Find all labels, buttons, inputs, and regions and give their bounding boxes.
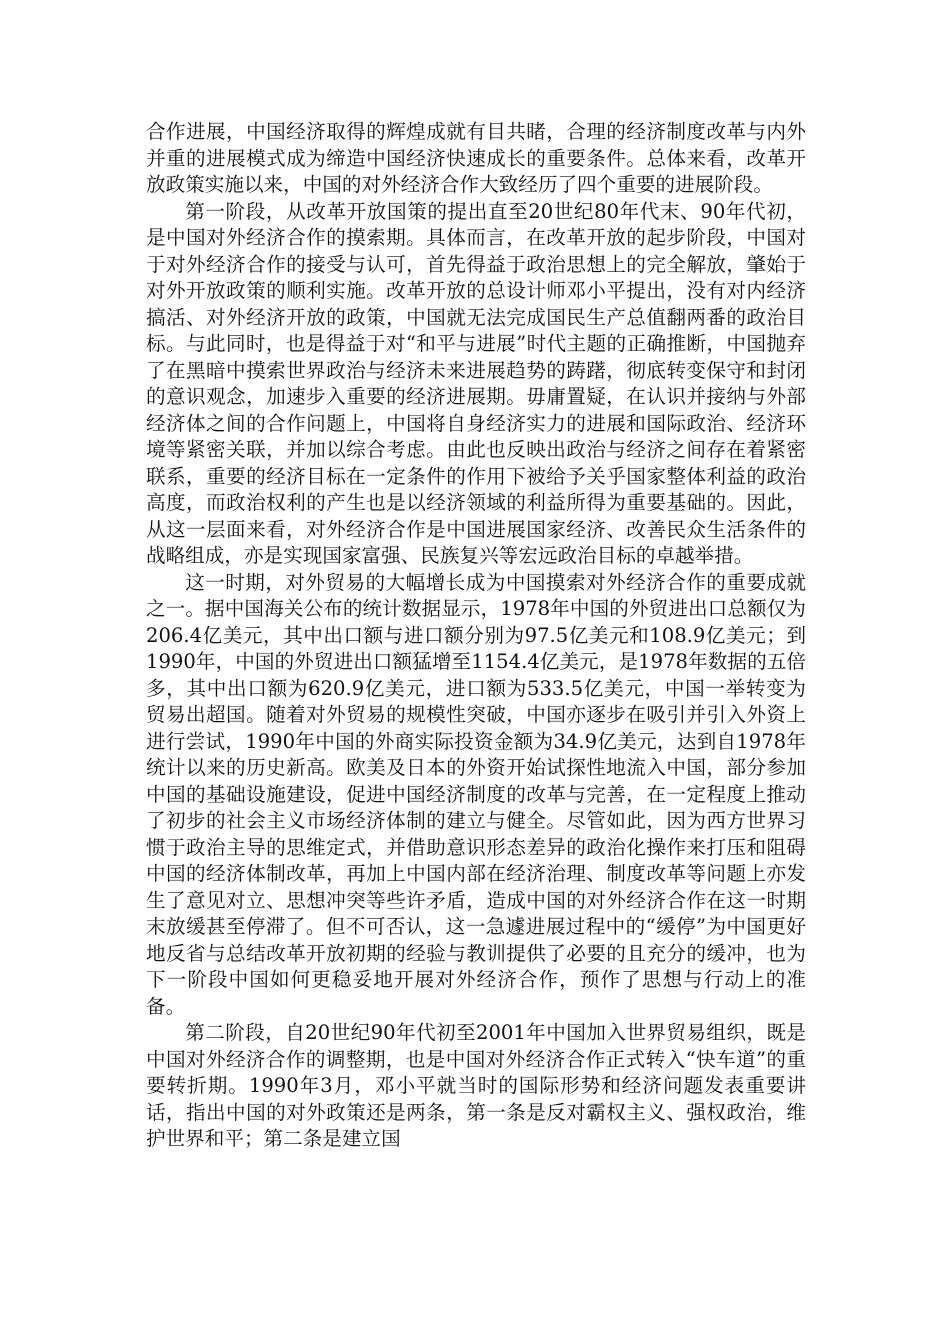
paragraph-3: 这一时期，对外贸易的大幅增长成为中国摸索对外经济合作的重要成就之一。据中国海关公布的统计数据显示，1978年中国的外贸进出口总额仅为206.4亿美元，其中出口额与进口额分别为97.5亿美元和108.9亿美元；到1990年，中国的外贸进出口额猛增至1154.4亿美元，是1978年数据的五倍多，其中出口额为620.9亿美元，进口额为533.5亿美元，中国一举转变为贸易出超国。随着对外贸易的规模性突破，中国亦逐步在吸引并引入外资上进行尝试，1990年中国的外商实际投资金额为34.9亿美元，达到自1978年统计以来的历史新高。欧美及日本的外资开始试探性地流入中国，部分参加中国的基础设施建设，促进中国经济制度的改革与完善，在一定程度上推动了初步的社会主义市场经济体制的建立与健全。尽管如此，因为西方世界习惯于政治主导的思维定式，并借助意识形态差异的政治化操作来打压和阻碍中国的经济体制改革，再加上中国内部在经济治理、制度改革等问题上亦发生了意见对立、思想冲突等些许矛盾，造成中国的对外经济合作在这一时期末放缓甚至停滞了。但不可否认，这一急遽进展过程中的“缓停”为中国更好地反省与总结改革开放初期的经验与教训提供了必要的且充分的缓冲，也为下一阶段中国如何更稳妥地开展对外经济合作，预作了思想与行动上的准备。 (146, 570, 806, 1018)
paragraph-2: 第一阶段，从改革开放国策的提出直至20世纪80年代末、90年代初，是中国对外经济合作的摸索期。具体而言，在改革开放的起步阶段，中国对于对外经济合作的接受与认可，首先得益于政治思想上的完全解放，肇始于对外开放政策的顺利实施。改革开放的总设计师邓小平提出，没有对内经济搞活、对外经济开放的政策，中国就无法完成国民生产总值翻两番的政治目标。与此同时，也是得益于对“和平与进展”时代主题的正确推断，中国抛弃了在黑暗中摸索世界政治与经济未来进展趋势的踌躇，彻底转变保守和封闭的意识观念，加速步入重要的经济进展期。毋庸置疑，在认识并接纳与外部经济体之间的合作问题上，中国将自身经济实力的进展和国际政治、经济环境等紧密关联，并加以综合考虑。由此也反映出政治与经济之间存在着紧密联系，重要的经济目标在一定条件的作用下被给予关乎国家整体利益的政治高度，而政治权利的产生也是以经济领域的利益所得为重要基础的。因此，从这一层面来看，对外经济合作是中国进展国家经济、改善民众生活条件的战略组成，亦是实现国家富强、民族复兴等宏远政治目标的卓越举措。 (146, 199, 806, 567)
body-text (146, 119, 806, 1153)
paragraph-4: 第二阶段，自20世纪90年代初至2001年中国加入世界贸易组织，既是中国对外经济合作的调整期，也是中国对外经济合作正式转入“快车道”的重要转折期。1990年3月，邓小平就当时的国际形势和经济问题发表重要讲话，指出中国的对外政策还是两条，第一条是反对霸权主义、强权政治，维护世界和平；第二条是建立国 (146, 1021, 806, 1150)
paragraph-1: 合作进展，中国经济取得的辉煌成就有目共睹，合理的经济制度改革与内外并重的进展模式成为缔造中国经济快速成长的重要条件。总体来看，改革开放政策实施以来，中国的对外经济合作大致经历了四个重要的进展阶段。 (146, 120, 806, 196)
